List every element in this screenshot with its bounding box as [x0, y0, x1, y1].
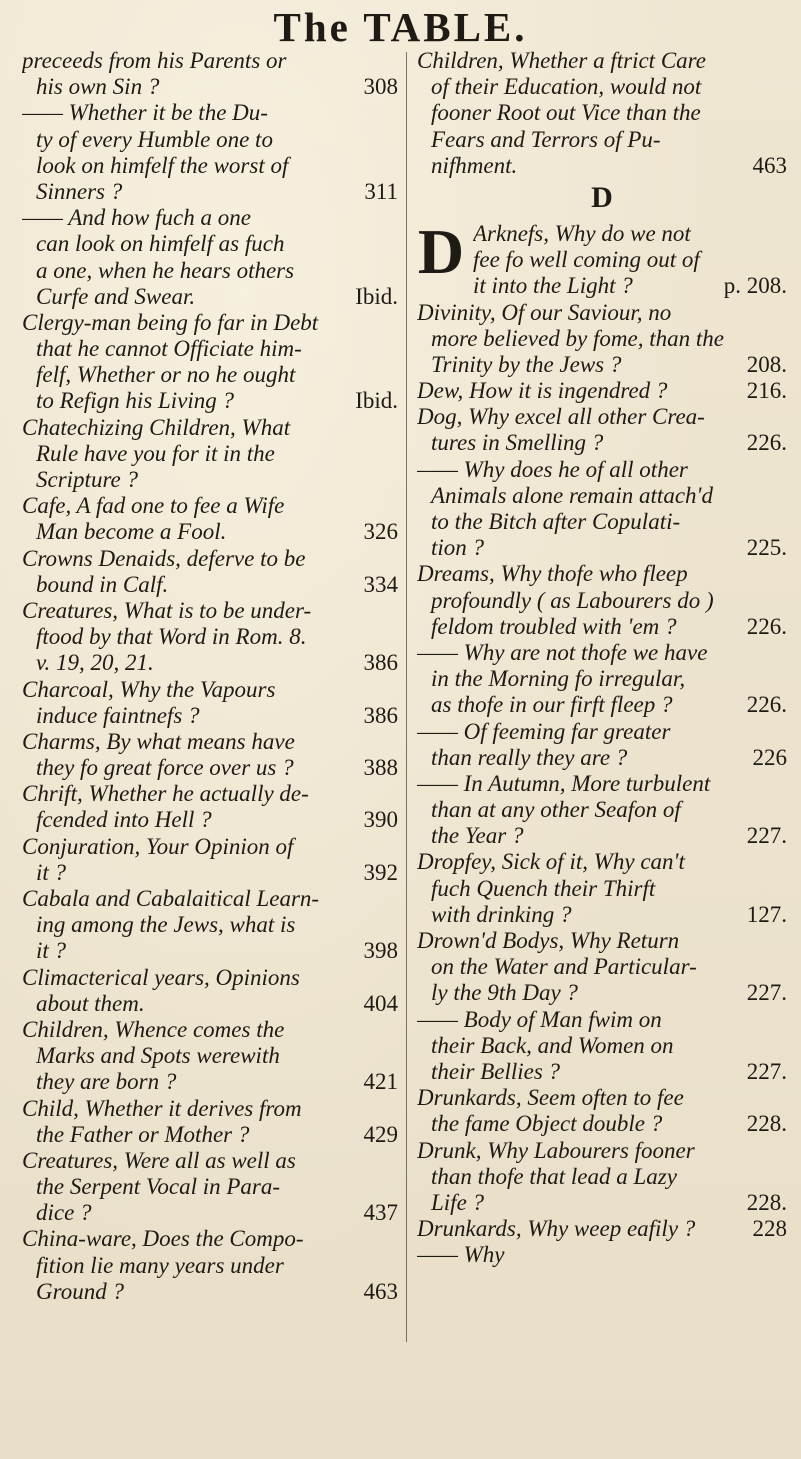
entry-line: they are born ? — [36, 1069, 177, 1095]
index-entry — [417, 640, 787, 719]
entry-line: fcended into Hell ? — [36, 807, 212, 833]
entry-line: Marks and Spots werewith — [36, 1043, 280, 1069]
index-entry — [417, 928, 787, 1007]
entry-line: their Back, and Women on — [431, 1032, 674, 1058]
entry-line: it ? — [36, 938, 67, 964]
page-number: Ibid. — [355, 283, 398, 309]
entry-line: Drown'd Bodys, Why Return — [417, 928, 680, 953]
right-column — [417, 48, 787, 1268]
page-number: 228. — [746, 1189, 787, 1215]
entry-line: Curfe and Swear. — [36, 283, 196, 309]
entry-line: —— Body of Man fwim on — [417, 1006, 662, 1032]
page-number: 226. — [746, 692, 787, 718]
entry-line: Animals alone remain attach'd — [431, 482, 713, 508]
column-divider — [406, 52, 407, 1342]
entry-line: tures in Smelling ? — [431, 430, 604, 456]
page-number: 392 — [363, 859, 398, 885]
entry-line: Life ? — [431, 1189, 485, 1215]
index-entry — [417, 378, 787, 404]
entry-line: preceeds from his Parents or — [22, 48, 287, 73]
page-number: 226. — [746, 430, 787, 456]
entry-line: the Year ? — [431, 823, 524, 849]
entry-line: Chrift, Whether he actually de- — [22, 781, 309, 807]
index-entry — [22, 1096, 398, 1148]
entry-line: fee fo well coming out of — [473, 247, 700, 273]
page-number: 398 — [363, 938, 398, 964]
entry-line: they fo great force over us ? — [36, 755, 294, 781]
index-entry — [417, 561, 787, 640]
entry-line: Scripture ? — [36, 467, 138, 492]
index-entry — [22, 100, 398, 205]
index-entry — [22, 598, 398, 677]
page-number: 386 — [363, 702, 398, 728]
entry-line: dice ? — [36, 1200, 92, 1226]
index-entry — [22, 781, 398, 833]
entry-line: —— And how fuch a one — [22, 205, 251, 231]
entry-line: more believed by fome, than the — [431, 325, 724, 351]
page-number: 226 — [752, 744, 787, 770]
index-entry — [22, 310, 398, 415]
index-entry — [417, 719, 787, 771]
entry-line: Rule have you for it in the — [36, 440, 275, 466]
entry-line: induce faintnefs ? — [36, 702, 200, 728]
page-number: 311 — [364, 178, 398, 204]
page-number: 421 — [363, 1069, 398, 1095]
entry-line: Clergy-man being fo far in Debt — [22, 309, 319, 335]
entry-line: with drinking ? — [431, 901, 572, 927]
entry-line: than really they are ? — [431, 744, 628, 770]
entry-line: felf, Whether or no he ought — [36, 362, 296, 388]
entry-line: than at any other Seafon of — [431, 797, 681, 823]
page-number: 404 — [363, 990, 398, 1016]
entry-line: Climacterical years, Opinions — [22, 964, 300, 990]
index-entry — [22, 1226, 398, 1305]
entry-line: can look on himfelf as fuch — [36, 231, 285, 257]
entry-line: than thofe that lead a Lazy — [431, 1163, 677, 1189]
entry-line: ty of every Humble one to — [36, 126, 273, 152]
entry-line: v. 19, 20, 21. — [36, 650, 154, 676]
page-number: 463 — [752, 152, 787, 178]
page-number: 228. — [746, 1111, 787, 1137]
page-number: 334 — [363, 571, 398, 597]
entry-line: Dropfey, Sick of it, Why can't — [417, 849, 685, 875]
entry-line: fition lie many years under — [36, 1252, 284, 1278]
entry-line: Sinners ? — [36, 178, 123, 204]
page-number: 388 — [363, 755, 398, 781]
entry-line: Children, Whence comes the — [22, 1016, 285, 1042]
entry-line: feldom troubled with 'em ? — [431, 613, 677, 639]
entry-line: a one, when he hears others — [36, 257, 295, 283]
entry-line: Ground ? — [36, 1278, 124, 1304]
page-number: 127. — [746, 901, 787, 927]
index-entry — [417, 1216, 787, 1242]
entry-line: nifhment. — [431, 152, 518, 178]
entry-line: Crowns Denaids, deferve to be — [22, 545, 306, 571]
entry-line: Child, Whether it derives from — [22, 1095, 302, 1121]
index-entry — [22, 546, 398, 598]
index-entry — [417, 404, 787, 456]
page-number: 228 — [752, 1216, 787, 1242]
page-number: 386 — [363, 650, 398, 676]
page-number: 227. — [746, 823, 787, 849]
page-number: p. 208. — [723, 273, 787, 299]
entry-line: —— Why are not thofe we have — [417, 639, 708, 665]
entry-line: Charcoal, Why the Vapours — [22, 676, 276, 702]
entry-line: —— Why — [417, 1242, 505, 1268]
section-letter-d: D — [591, 180, 613, 214]
entry-line: —— Why does he of all other — [417, 456, 688, 482]
entry-line: ftood by that Word in Rom. 8. — [36, 624, 307, 650]
right-column-c-entries — [417, 48, 787, 179]
drop-cap: D — [417, 215, 465, 287]
entry-line: Cafe, A fad one to fee a Wife — [22, 493, 285, 519]
index-entry — [22, 1148, 398, 1227]
entry-line: the Father or Mother ? — [36, 1121, 250, 1147]
entry-line: bound in Calf. — [36, 571, 169, 597]
page-number: 429 — [363, 1121, 398, 1147]
index-entry — [22, 493, 398, 545]
page-number: 216. — [746, 378, 787, 404]
entry-line: —— Whether it be the Du- — [22, 100, 268, 126]
index-entry — [22, 886, 398, 965]
index-entry — [417, 48, 787, 179]
index-entry — [417, 1242, 787, 1268]
right-column-d-entries — [417, 300, 787, 1269]
entry-line: look on himfelf the worst of — [36, 152, 289, 178]
entry-line: their Bellies ? — [431, 1058, 561, 1084]
page-number: 308 — [363, 74, 398, 100]
entry-line: Man become a Fool. — [36, 519, 227, 545]
index-entry — [417, 457, 787, 562]
index-entry — [22, 415, 398, 494]
left-column — [22, 48, 398, 1305]
entry-line: Drunk, Why Labourers fooner — [417, 1137, 695, 1163]
page-number: 437 — [363, 1200, 398, 1226]
entry-line: that he cannot Officiate him- — [36, 336, 302, 362]
entry-line: Divinity, Of our Saviour, no — [417, 299, 672, 325]
entry-line: Fears and Terrors of Pu- — [431, 126, 661, 152]
entry-line: ing among the Jews, what is — [36, 912, 296, 938]
entry-line: Trinity by the Jews ? — [431, 351, 622, 377]
index-entry — [417, 771, 787, 850]
index-entry — [22, 48, 398, 100]
entry-line: to the Bitch after Copulati- — [431, 509, 681, 534]
page-number: 227. — [746, 980, 787, 1006]
index-entry — [417, 1085, 787, 1137]
index-entry — [417, 300, 787, 379]
entry-line: Dew, How it is ingendred ? — [417, 378, 668, 404]
index-entry — [22, 834, 398, 886]
entry-line: Cabala and Cabalaitical Learn- — [22, 886, 320, 911]
entry-line: ly the 9th Day ? — [431, 980, 578, 1006]
index-entry — [417, 1138, 787, 1217]
page-number: Ibid. — [355, 388, 398, 414]
entry-line: Creatures, What is to be under- — [22, 597, 312, 623]
entry-line: tion ? — [431, 535, 485, 561]
page-number: 225. — [746, 535, 787, 561]
entry-line: Children, Whether a ftrict Care — [417, 48, 706, 73]
entry-line: Drunkards, Why weep eafily ? — [417, 1216, 696, 1242]
entry-line: Charms, By what means have — [22, 728, 295, 754]
entry-line: Arknefs, Why do we not — [473, 220, 691, 246]
entry-line: fuch Quench their Thirft — [431, 875, 656, 901]
entry-line: —— Of feeming far greater — [417, 718, 671, 744]
entry-line: of their Education, would not — [431, 74, 702, 100]
index-entry — [417, 1007, 787, 1086]
entry-line: it into the Light ? — [473, 273, 633, 299]
index-entry — [22, 677, 398, 729]
entry-line: profoundly ( as Labourers do ) — [431, 587, 714, 613]
entry-line: fooner Root out Vice than the — [431, 100, 701, 126]
index-entry — [22, 1017, 398, 1096]
entry-line: to Refign his Living ? — [36, 388, 235, 414]
entry-line: Conjuration, Your Opinion of — [22, 833, 294, 859]
entry-line: Creatures, Were all as well as — [22, 1147, 296, 1173]
index-entry — [22, 205, 398, 310]
index-entry — [22, 965, 398, 1017]
entry-line: on the Water and Particular- — [431, 954, 697, 980]
page-number: 226. — [746, 613, 787, 639]
entry-line: the Serpent Vocal in Para- — [36, 1174, 281, 1200]
entry-line: about them. — [36, 990, 145, 1016]
index-entry — [417, 849, 787, 928]
page-number: 390 — [363, 807, 398, 833]
page-number: 326 — [363, 519, 398, 545]
entry-line: Chatechizing Children, What — [22, 414, 291, 440]
entry-line: —— In Autumn, More turbulent — [417, 770, 711, 796]
page-number: 208. — [746, 351, 787, 377]
entry-line: Drunkards, Seem often to fee — [417, 1085, 684, 1111]
entry-line: as thofe in our firft fleep ? — [431, 692, 673, 718]
entry-line: it ? — [36, 859, 67, 885]
page-number: 463 — [363, 1278, 398, 1304]
page-number: 227. — [746, 1058, 787, 1084]
entry-line: Dreams, Why thofe who fleep — [417, 561, 688, 587]
entry-line: the fame Object double ? — [431, 1111, 663, 1137]
index-entry — [22, 729, 398, 781]
entry-line: his own Sin ? — [36, 74, 160, 100]
index-entry-darknefs — [417, 215, 787, 300]
page-header: The TABLE. — [273, 4, 528, 50]
entry-line: in the Morning fo irregular, — [431, 666, 686, 692]
entry-line: Dog, Why excel all other Crea- — [417, 404, 705, 430]
entry-line: China-ware, Does the Compo- — [22, 1226, 304, 1252]
